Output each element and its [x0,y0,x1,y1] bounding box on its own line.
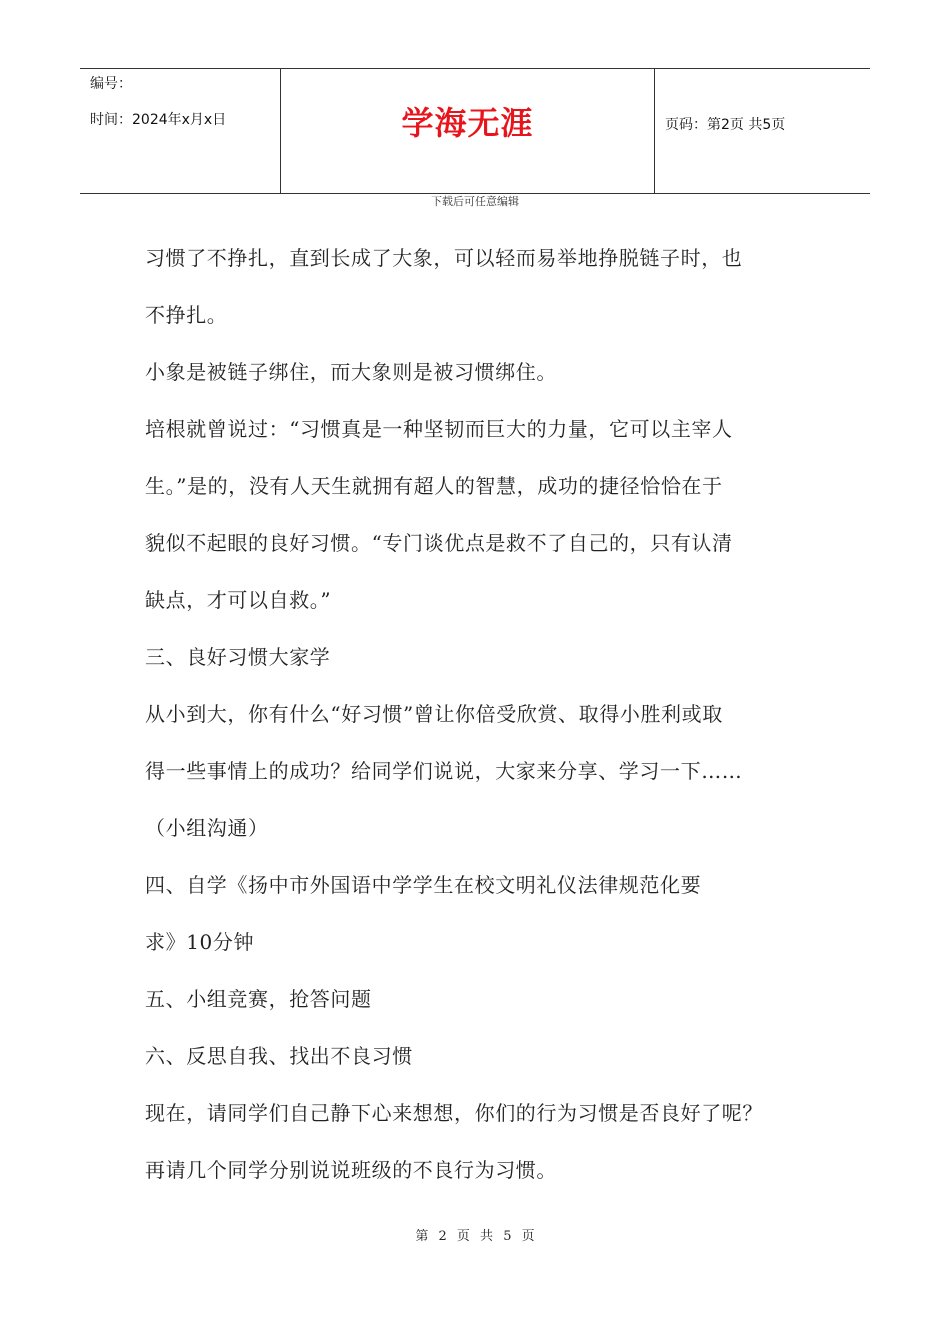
brand-title: 学海无涯 [401,104,534,142]
body-line: 求》10分钟 [145,930,255,954]
body-line: 从小到大，你有什么“好习惯”曾让你倍受欣赏、取得小胜利或取 [145,702,723,726]
body-line: 生。”是的，没有人天生就拥有超人的智慧，成功的捷径恰恰在于 [145,474,723,498]
section-heading: 三、良好习惯大家学 [145,645,331,669]
body-line: 再请几个同学分别说说班级的不良行为习惯。 [145,1158,557,1182]
body-line: 缺点，才可以自救。” [145,588,332,612]
body-line: 习惯了不挣扎，直到长成了大象，可以轻而易举地挣脱链子时，也 [145,246,743,270]
header-left-cell [80,69,281,193]
header-right-cell [655,69,870,193]
body-line: 培根就曾说过：“习惯真是一种坚韧而巨大的力量，它可以主宰人 [145,417,733,441]
document-header-table [80,68,870,194]
edit-note: 下载后可任意编辑 [431,195,519,208]
body-line: 得一些事情上的成功？给同学们说说，大家来分享、学习一下…… [145,759,743,783]
body-line: 小象是被链子绑住，而大象则是被习惯绑住。 [145,360,557,384]
body-line: （小组沟通） [145,816,269,840]
section-heading: 四、自学《扬中市外国语中学学生在校文明礼仪法律规范化要 [145,873,702,897]
page-code-label: 页码：第2页 共5页 [665,117,786,133]
document-time-label: 时间：2024年x月x日 [90,112,227,128]
section-heading: 五、小组竞赛，抢答问题 [145,987,372,1011]
section-heading: 六、反思自我、找出不良习惯 [145,1044,413,1068]
body-line: 貌似不起眼的良好习惯。“专门谈优点是救不了自己的，只有认清 [145,531,733,555]
body-line: 不挣扎。 [145,303,228,327]
page-footer: 第 2 页 共 5 页 [415,1229,535,1244]
document-number-label: 编号： [90,76,132,92]
header-middle-cell [281,69,655,193]
body-line: 现在，请同学们自己静下心来想想，你们的行为习惯是否良好了呢？ [145,1101,763,1125]
